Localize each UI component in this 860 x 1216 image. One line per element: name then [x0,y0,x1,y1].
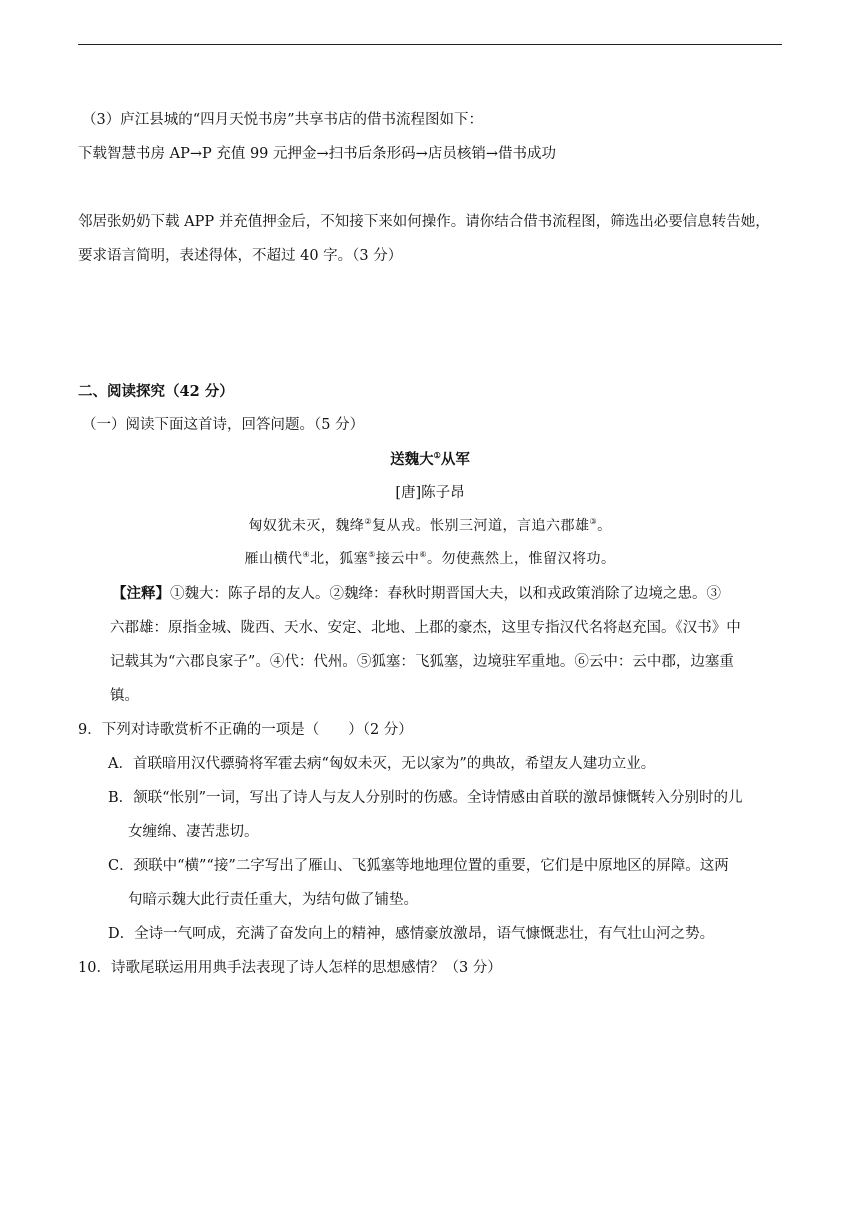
q9-option-c-line1: C．颈联中“横”“接”二字写出了雁山、飞狐塞等地地理位置的重要，它们是中原地区的屏障。这两 [108,858,729,874]
poem-author: [唐]陈子昂 [395,485,465,501]
notes-line-3: 记载其为“六郡良家子”。④代：代州。⑤狐塞：飞狐塞，边境驻军重地。⑥云中：云中郡，边塞重 [110,654,734,670]
poem-line-2: 雁山横代④北，狐塞⑤接云中⑥。勿使燕然上，惟留汉将功。 [244,550,616,567]
q10-stem: 10．诗歌尾联运用用典手法表现了诗人怎样的思想感情？（3 分） [78,960,502,976]
q9-option-c-line2: 句暗示魏大此行责任重大，为结句做了铺垫。 [128,892,418,908]
q3-task-line1: 邻居张奶奶下载 APP 并充值押金后，不知接下来如何操作。请你结合借书流程图，筛选出必要信息转告她， [78,214,770,230]
part1-instruction: （一）阅读下面这首诗，回答问题。（5 分） [82,417,365,433]
section2-heading: 二、阅读探究（42 分） [78,383,234,400]
q9-option-b-line2: 女缠绵、凄苦悲切。 [128,824,259,840]
notes-line-1: 【注释】①魏大：陈子昂的友人。②魏绛：春秋时期晋国大夫，以和戎政策消除了边境之患。③ [112,585,721,602]
poem-line-1: 匈奴犹未灭，魏绛②复从戎。怅别三河道，言追六郡雄③。 [248,517,612,534]
notes-line-4: 镇。 [110,688,139,704]
header-rule [78,44,782,45]
q9-stem: 9．下列对诗歌赏析不正确的一项是（ ）（2 分） [78,722,413,738]
q9-option-d: D．全诗一气呵成，充满了奋发向上的精神，感情豪放激昂，语气慷慨悲壮，有气壮山河之势。 [108,926,715,942]
poem-title: 送魏大①从军 [390,450,470,468]
q3-flow: 下载智慧书房 AP→P 充值 99 元押金→扫书后条形码→店员核销→借书成功 [78,146,556,162]
notes-line-2: 六郡雄：原指金城、陇西、天水、安定、北地、上郡的豪杰，这里专指汉代名将赵充国。《汉书》中 [110,620,741,636]
q3-task-line2: 要求语言简明，表述得体，不超过 40 字。（3 分） [78,248,403,264]
notes-label: 【注释】 [112,585,170,602]
q3-intro: （3）庐江县城的“四月天悦书房”共享书店的借书流程图如下： [82,112,484,128]
q9-option-a: A．首联暗用汉代骠骑将军霍去病“匈奴未灭，无以家为”的典故，希望友人建功立业。 [108,756,656,772]
q9-option-b-line1: B．颔联“怅别”一词，写出了诗人与友人分别时的伤感。全诗情感由首联的激昂慷慨转入分别时的儿 [108,790,743,806]
